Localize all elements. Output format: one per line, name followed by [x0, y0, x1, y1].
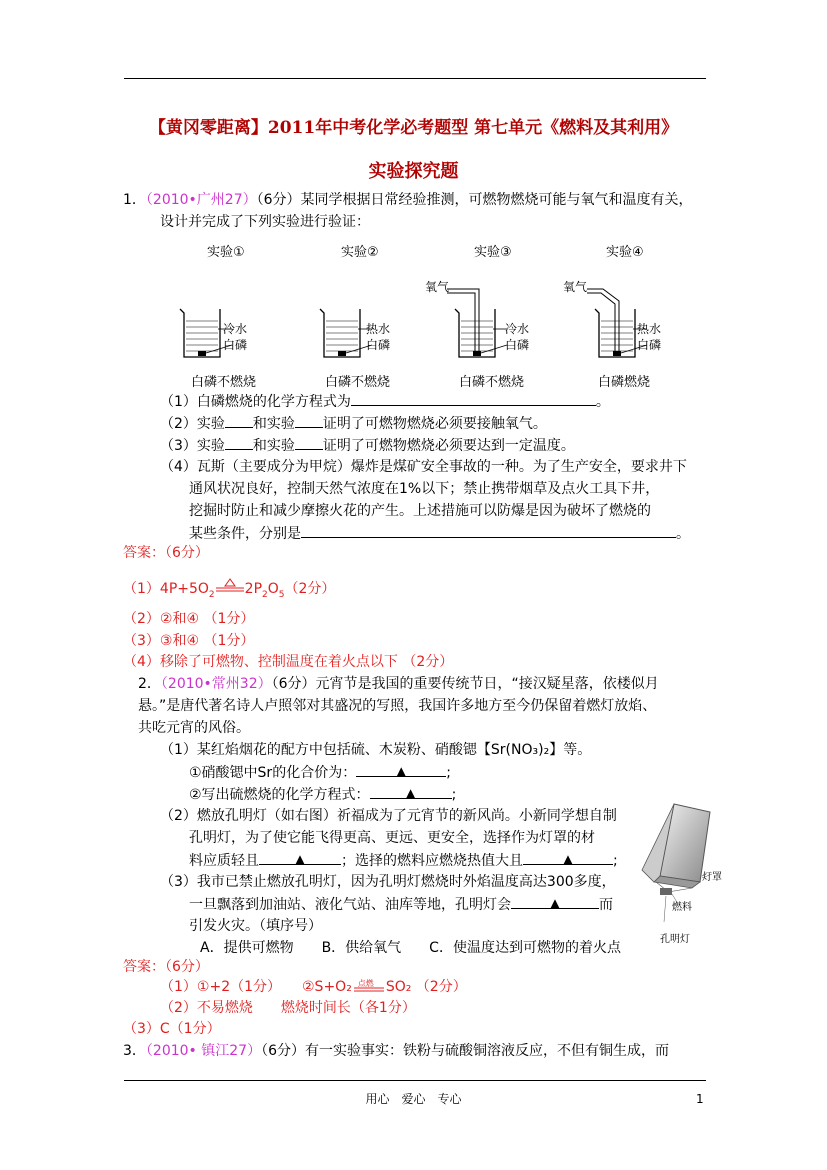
- q1-sub4-line1: （4）瓦斯（主要成分为甲烷）爆炸是煤矿安全事故的一种。为了生产安全，要求井下: [160, 459, 687, 475]
- beaker-2: [320, 309, 372, 357]
- q2-stem-text: （6分）元宵节是我国的重要传统节日，“接汉疑星落，依楼似月: [271, 676, 659, 692]
- q2-sub1a: ①硝酸锶中Sr的化合价为： ▲ ;: [189, 762, 451, 783]
- header-rule: [124, 78, 706, 79]
- q2-sub1b-blank[interactable]: [370, 784, 452, 799]
- q3-stem: [123, 1041, 669, 1061]
- q1-sub1-end: 。: [595, 394, 610, 410]
- q1-answer-3: （3）③和④ （1分）: [123, 633, 255, 649]
- q2-ans1-condition: [352, 981, 386, 993]
- q1-sub1-blank[interactable]: [351, 391, 596, 406]
- q2-sub2-blank2[interactable]: [523, 850, 613, 865]
- q1-sub2: [160, 413, 547, 434]
- q1-answer-2: （2）②和④ （1分）: [123, 611, 255, 627]
- q2-stem-line3: 共吃元宵的风俗。: [138, 720, 250, 736]
- exp4-water-label: 热水: [637, 322, 662, 336]
- q1-stem-line2: 设计并完成了下列实验进行验证：: [160, 214, 370, 230]
- q2-stem-line2: 悬。”是唐代著名诗人卢照邻对其盛况的写照，我国许多地方至今仍保留着燃灯放焰、: [138, 698, 657, 714]
- doc-title-line2: 实验探究题: [368, 161, 459, 182]
- exp1-label: 实验①: [207, 245, 245, 260]
- q1-sub2-text-c: 证明了可燃物燃烧必须要接触氧气。: [322, 416, 547, 432]
- exp3-result: 白磷不燃烧: [459, 375, 525, 390]
- q1-sub4-blank[interactable]: [301, 523, 676, 538]
- exp3-oxygen-label: 氧气: [425, 280, 450, 294]
- q1-ans1-post: （2分）: [284, 581, 336, 597]
- footer-rule: [124, 1080, 706, 1081]
- q2-sub2-line2: 孔明灯，为了使它能飞得更高、更远、更安全，选择作为灯罩的材: [189, 830, 595, 846]
- q1-sub2-text-a: （2）实验: [160, 416, 225, 432]
- q1-number: 1．: [123, 192, 146, 208]
- q1-answer-head: 答案：（6分）: [123, 545, 209, 561]
- q1-sub4-line4: [189, 523, 690, 544]
- beaker-3: [447, 289, 507, 357]
- q2-sub2-line1: （2）燃放孔明灯（如右图）祈福成为了元宵节的新风尚。小新同学想自制: [160, 808, 617, 824]
- q1-stem-line1: [123, 190, 693, 210]
- q1-sub3-blank2[interactable]: [295, 435, 323, 450]
- q3-stem-text: （6分）有一实验事实：铁粉与硫酸铜溶液反应，不但有铜生成，而: [261, 1043, 669, 1059]
- exp1-result: 白磷不燃烧: [191, 375, 257, 390]
- q2-sub2-blank1[interactable]: [259, 850, 341, 865]
- q2-stem-line1: [138, 674, 659, 694]
- q1-sub3-text-a: （3）实验: [160, 438, 225, 454]
- q2-sub1b-text: ②写出硫燃烧的化学方程式：: [189, 787, 370, 803]
- lantern-shade-label: 灯罩: [702, 872, 722, 883]
- q1-answer-4: （4）移除了可燃物、控制温度在着火点以下 （2分）: [123, 654, 454, 670]
- q2-sub2-text-b: ；选择的燃料应燃烧热值大且: [341, 853, 523, 869]
- q1-sub1-text: （1）白磷燃烧的化学方程式为: [160, 394, 351, 410]
- triangle-icon: ▲: [396, 764, 406, 778]
- q2-sub2-line3: 料应质轻且 ▲ ；选择的燃料应燃烧热值大且 ▲ ;: [189, 850, 618, 871]
- q2-sub1: （1）某红焰烟花的配方中包括硫、木炭粉、硝酸锶【Sr(NO₃)₂】等。: [160, 742, 592, 758]
- q1-sub2-blank2[interactable]: [295, 413, 323, 428]
- q1-sub3-blank1[interactable]: [225, 435, 253, 450]
- footer-page-number: 1: [696, 1092, 704, 1106]
- exp2-label: 实验②: [341, 245, 379, 260]
- exp2-p-label: 白磷: [366, 338, 391, 352]
- q1-ans1-mid: 2P: [244, 581, 263, 597]
- q2-ans1-post: SO₂ （2分）: [385, 979, 467, 995]
- exp4-p-label: 白磷: [637, 338, 662, 352]
- exp1-p-label: 白磷: [223, 338, 248, 352]
- q1-sub4-line2: 通风状况良好，控制天然气浓度在1%以下；禁止携带烟草及点火工具下井，: [189, 481, 660, 497]
- q2-sub3-text-b: 而: [599, 897, 613, 913]
- q1-sub2-text-b: 和实验: [252, 416, 295, 432]
- q1-sub4-line3: 挖掘时防止和减少摩擦火花的产生。上述措施可以防爆是因为破坏了燃烧的: [189, 503, 651, 519]
- triangle-icon: ▲: [563, 852, 573, 866]
- q2-source: （2010•常州32）: [160, 676, 272, 692]
- triangle-icon: ▲: [550, 896, 560, 910]
- triangle-icon: ▲: [295, 852, 305, 866]
- exp1-water-label: 冷水: [223, 322, 248, 336]
- q1-sub3-text-b: 和实验: [252, 438, 295, 454]
- triangle-icon: ▲: [405, 786, 416, 800]
- exp3-water-label: 冷水: [505, 322, 530, 336]
- q2-sub3-line1: （3）我市已禁止燃放孔明灯，因为孔明灯燃烧时外焰温度高达300多度，: [160, 874, 616, 890]
- exp4-result: 白磷燃烧: [598, 375, 651, 390]
- q1-source: （2010•广州27）: [145, 192, 257, 208]
- exp2-water-label: 热水: [366, 322, 391, 336]
- q3-number: 3．: [123, 1043, 146, 1059]
- exp4-oxygen-label: 氧气: [563, 280, 588, 294]
- q2-sub1a-text: ①硝酸锶中Sr的化合价为：: [189, 765, 357, 781]
- q2-sub3-line2: [189, 894, 613, 915]
- q2-ans1-text: （1）①+2（1分） ②S+O₂: [160, 979, 352, 995]
- q1-ans1-sub2: 2: [262, 589, 268, 600]
- q1-ans1-o: O: [267, 581, 279, 597]
- q2-sub3-line3: 引发火灾。（填序号）: [189, 918, 322, 934]
- q3-source: （2010• 镇江27）: [145, 1043, 262, 1059]
- q1-sub3: [160, 435, 575, 456]
- q2-sub1a-blank[interactable]: [356, 762, 446, 777]
- lantern-name-label: 孔明灯: [660, 934, 690, 945]
- exp2-result: 白磷不燃烧: [325, 375, 391, 390]
- q2-answer-3: （3）C（1分）: [123, 1021, 221, 1037]
- q2-sub1b: ②写出硫燃烧的化学方程式： ▲ ;: [189, 784, 456, 805]
- exp3-p-label: 白磷: [505, 338, 530, 352]
- q1-ans1-sub3: 5: [278, 589, 285, 600]
- q2-options: A．提供可燃物 B．供给氧气 C．使温度达到可燃物的着火点: [200, 940, 621, 956]
- q2-answer-head: 答案：（6分）: [123, 959, 209, 975]
- q1-ans1-sub1: 2: [208, 589, 215, 600]
- q2-sub3-text-a: 一旦飘落到加油站、液化气站、油库等地，孔明灯会: [189, 897, 511, 913]
- q1-answer-1: [123, 579, 335, 605]
- q1-sub4-end: 。: [676, 526, 690, 542]
- q1-sub3-text-c: 证明了可燃物燃烧必须要达到一定温度。: [322, 438, 575, 454]
- q2-sub2-text-a: 料应质轻且: [189, 853, 259, 869]
- heat-triangle-icon: [215, 583, 245, 595]
- q1-sub1: [160, 391, 610, 412]
- footer-center-text: 用心 爱心 专心: [365, 1092, 462, 1106]
- exp3-label: 实验③: [474, 245, 512, 260]
- q2-sub3-blank[interactable]: [511, 894, 599, 909]
- lantern-fuel-label: 燃料: [672, 902, 692, 913]
- doc-title-line1: 【黄冈零距离】2011年中考化学必考题型 第七单元《燃料及其利用》: [148, 118, 679, 138]
- q2-answer-1: [160, 977, 467, 997]
- q2-number: 2．: [138, 676, 161, 692]
- q1-ans1-pre: （1）4P+5O: [123, 581, 209, 597]
- q2-answer-2: （2）不易燃烧 燃烧时间长（各1分）: [160, 1000, 416, 1016]
- ignite-label: 点燃: [357, 979, 374, 988]
- q1-stem-text: （6分）某同学根据日常经验推测，可燃物燃烧可能与氧气和温度有关，: [256, 192, 693, 208]
- exp4-label: 实验④: [606, 245, 644, 260]
- q1-sub4-text: 某些条件，分别是: [189, 526, 301, 542]
- q1-sub2-blank1[interactable]: [225, 413, 253, 428]
